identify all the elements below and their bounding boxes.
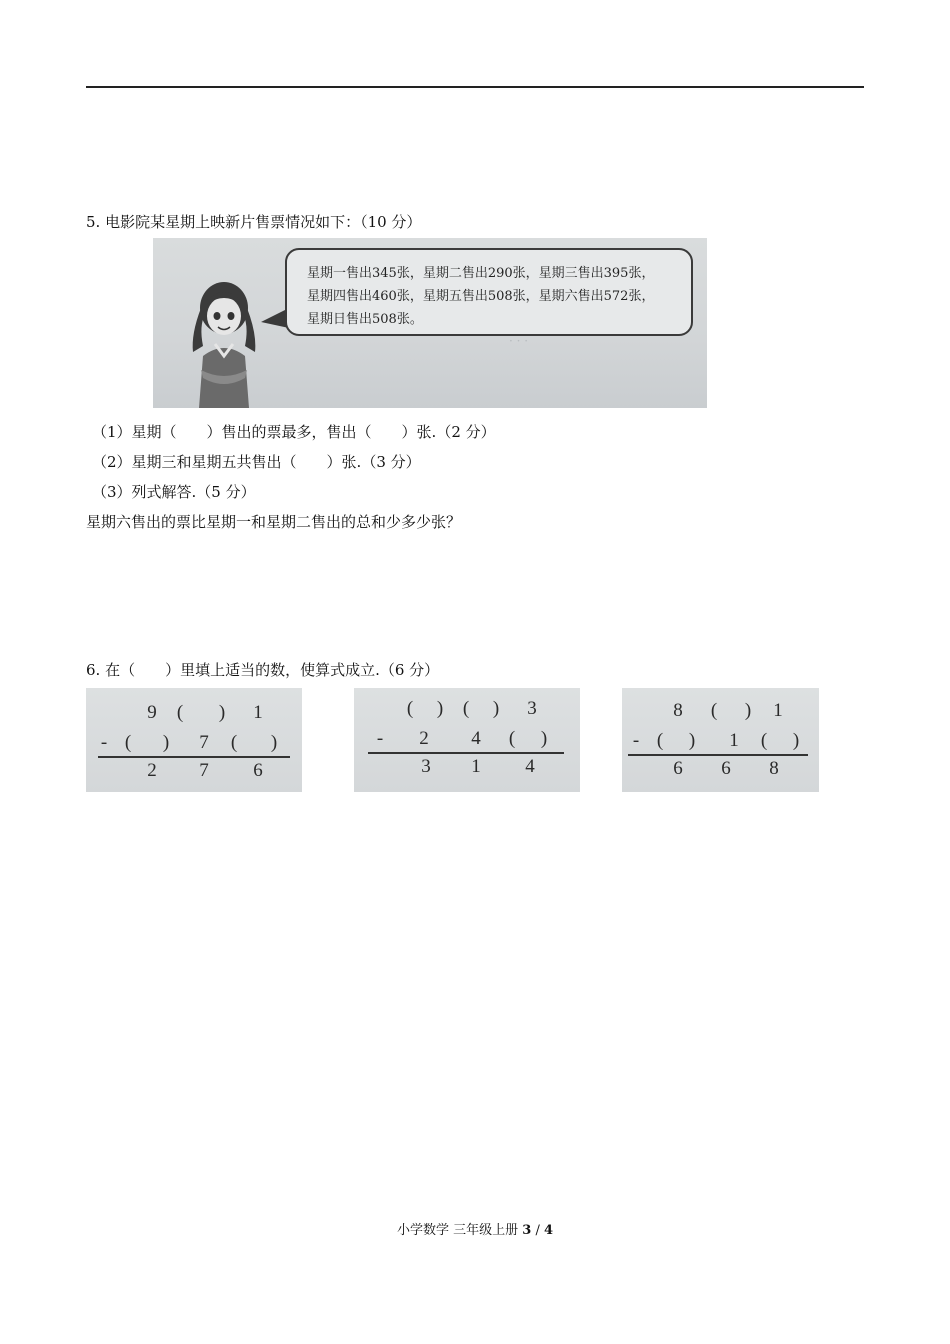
subtrahend-row bbox=[622, 728, 819, 754]
bleed-through-text: · · · bbox=[509, 334, 529, 348]
blank-close: ) bbox=[688, 730, 696, 751]
problem-5-title: 5. 电影院某星期上映新片售票情况如下：（10 分） bbox=[86, 213, 422, 231]
minuend-row bbox=[86, 700, 302, 726]
digit: 6 bbox=[721, 758, 731, 779]
problem-5-illustration bbox=[153, 238, 707, 408]
difference-row bbox=[86, 758, 302, 784]
footer-subject: 小学数学 三年级上册 bbox=[396, 1223, 519, 1238]
digit: 7 bbox=[199, 760, 209, 781]
subtraction-puzzle-3 bbox=[622, 688, 819, 792]
blank-close: ) bbox=[270, 732, 278, 753]
digit: 8 bbox=[673, 700, 683, 721]
blank-open: ( bbox=[656, 730, 664, 751]
minuend-row bbox=[354, 696, 580, 722]
digit: 2 bbox=[419, 728, 429, 749]
blank-open: ( bbox=[176, 702, 184, 723]
blank-open: ( bbox=[124, 732, 132, 753]
blank-open: ( bbox=[462, 698, 470, 719]
subtrahend-row bbox=[86, 730, 302, 756]
problem-5-question-1: （1）星期（ ）售出的票最多，售出（ ）张.（2 分） bbox=[92, 423, 496, 441]
difference-row bbox=[354, 754, 580, 780]
blank-close: ) bbox=[218, 702, 226, 723]
subtrahend-row bbox=[354, 726, 580, 752]
header-rule bbox=[86, 86, 864, 88]
page-footer bbox=[0, 1221, 950, 1241]
digit: 4 bbox=[471, 728, 481, 749]
problem-6-title: 6. 在（ ）里填上适当的数，使算式成立.（6 分） bbox=[86, 661, 440, 679]
speech-line: 星期四售出460张，星期五售出508张，星期六售出572张， bbox=[307, 289, 655, 304]
blank-close: ) bbox=[792, 730, 800, 751]
minuend-row bbox=[622, 698, 819, 724]
digit: 1 bbox=[253, 702, 263, 723]
blank-open: ( bbox=[710, 700, 718, 721]
digit: 3 bbox=[527, 698, 537, 719]
digit: 1 bbox=[773, 700, 783, 721]
speech-bubble bbox=[285, 248, 693, 336]
problem-5-question-2: （2）星期三和星期五共售出（ ）张.（3 分） bbox=[92, 453, 421, 471]
digit: 9 bbox=[147, 702, 157, 723]
blank-open: ( bbox=[508, 728, 516, 749]
digit: 2 bbox=[147, 760, 157, 781]
digit: 8 bbox=[769, 758, 779, 779]
problem-5-question-3: （3）列式解答.（5 分） bbox=[92, 483, 256, 501]
minus-sign: - bbox=[376, 728, 384, 749]
page-number-total: 4 bbox=[543, 1223, 554, 1238]
subtraction-puzzle-2 bbox=[354, 688, 580, 792]
digit: 7 bbox=[199, 732, 209, 753]
digit: 1 bbox=[471, 756, 481, 777]
speech-line: 星期日售出508张。 bbox=[307, 312, 423, 327]
digit: 1 bbox=[729, 730, 739, 751]
blank-open: ( bbox=[230, 732, 238, 753]
blank-close: ) bbox=[436, 698, 444, 719]
subtraction-puzzle-1 bbox=[86, 688, 302, 792]
minus-sign: - bbox=[632, 730, 640, 751]
problem-5-question-3-text: 星期六售出的票比星期一和星期二售出的总和少多少张？ bbox=[86, 513, 462, 531]
speech-text bbox=[307, 262, 687, 331]
blank-close: ) bbox=[492, 698, 500, 719]
blank-close: ) bbox=[540, 728, 548, 749]
digit: 4 bbox=[525, 756, 535, 777]
digit: 6 bbox=[673, 758, 683, 779]
minus-sign: - bbox=[100, 732, 108, 753]
speech-line: 星期一售出345张，星期二售出290张，星期三售出395张， bbox=[307, 266, 655, 281]
blank-close: ) bbox=[744, 700, 752, 721]
page-number-current: 3 bbox=[522, 1223, 532, 1238]
blank-open: ( bbox=[406, 698, 414, 719]
digit: 6 bbox=[253, 760, 263, 781]
blank-open: ( bbox=[760, 730, 768, 751]
blank-close: ) bbox=[162, 732, 170, 753]
digit: 3 bbox=[421, 756, 431, 777]
difference-row bbox=[622, 756, 819, 782]
girl-figure-icon bbox=[179, 274, 269, 408]
page-number-separator: / bbox=[531, 1223, 544, 1238]
